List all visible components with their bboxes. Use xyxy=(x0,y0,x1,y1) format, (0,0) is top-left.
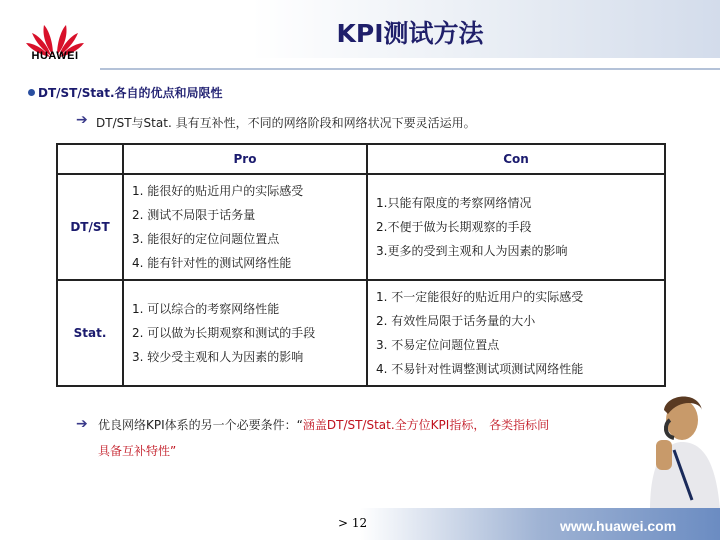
list-item: 3. 不易定位问题位置点 xyxy=(376,338,500,352)
table-row xyxy=(57,280,665,386)
note-prefix: 优良网络KPI体系的另一个必要条件：“ xyxy=(98,418,303,432)
title-divider xyxy=(100,68,720,70)
con-cell xyxy=(367,280,665,386)
table-header-corner xyxy=(57,144,123,174)
list-item: 2.不便于做为长期观察的手段 xyxy=(376,220,532,234)
table-header-pro: Pro xyxy=(123,144,367,174)
list-item: 3. 能很好的定位问题位置点 xyxy=(132,232,280,246)
list-item: 1. 不一定能很好的贴近用户的实际感受 xyxy=(376,290,584,304)
table-header-con: Con xyxy=(367,144,665,174)
arrow-right-icon: ➔ xyxy=(76,416,88,432)
list-item: 1.只能有限度的考察网络情况 xyxy=(376,196,532,210)
table-row xyxy=(57,174,665,280)
row-label-stat: Stat. xyxy=(57,280,123,386)
footer-url: www.huawei.com xyxy=(560,518,677,534)
page-number: > 12 xyxy=(338,516,368,530)
table-header-row xyxy=(57,144,665,174)
pro-cell xyxy=(123,174,367,280)
list-item: 4. 不易针对性调整测试项测试网络性能 xyxy=(376,362,584,376)
comparison-table xyxy=(56,143,666,387)
list-item: 4. 能有针对性的测试网络性能 xyxy=(132,256,292,270)
section-heading: DT/ST/Stat.各自的优点和局限性 xyxy=(38,86,223,100)
list-item: 2. 测试不局限于话务量 xyxy=(132,208,256,222)
note-highlight: 涵盖DT/ST/Stat.全方位KPI指标， 各类指标间 xyxy=(302,418,550,432)
list-item: 1. 能很好的贴近用户的实际感受 xyxy=(132,184,304,198)
person-on-phone-illustration-icon xyxy=(620,380,720,510)
pro-cell xyxy=(123,280,367,386)
row-label-dtst: DT/ST xyxy=(57,174,123,280)
list-item: 1. 可以综合的考察网络性能 xyxy=(132,302,280,316)
bullet-dot-icon xyxy=(28,89,35,96)
con-cell xyxy=(367,174,665,280)
slide-title: KPI测试方法 xyxy=(336,19,484,48)
note-line2: 具备互补特性” xyxy=(98,444,177,458)
note-text xyxy=(98,412,618,464)
list-item: 3.更多的受到主观和人为因素的影响 xyxy=(376,244,568,258)
list-item: 3. 较少受主观和人为因素的影响 xyxy=(132,350,304,364)
arrow-right-icon: ➔ xyxy=(76,112,88,128)
logo-text: HUAWEI xyxy=(31,50,79,62)
list-item: 2. 有效性局限于话务量的大小 xyxy=(376,314,536,328)
list-item: 2. 可以做为长期观察和测试的手段 xyxy=(132,326,316,340)
intro-text: DT/ST与Stat. 具有互补性，不同的网络阶段和网络状况下要灵活运用。 xyxy=(96,116,476,130)
